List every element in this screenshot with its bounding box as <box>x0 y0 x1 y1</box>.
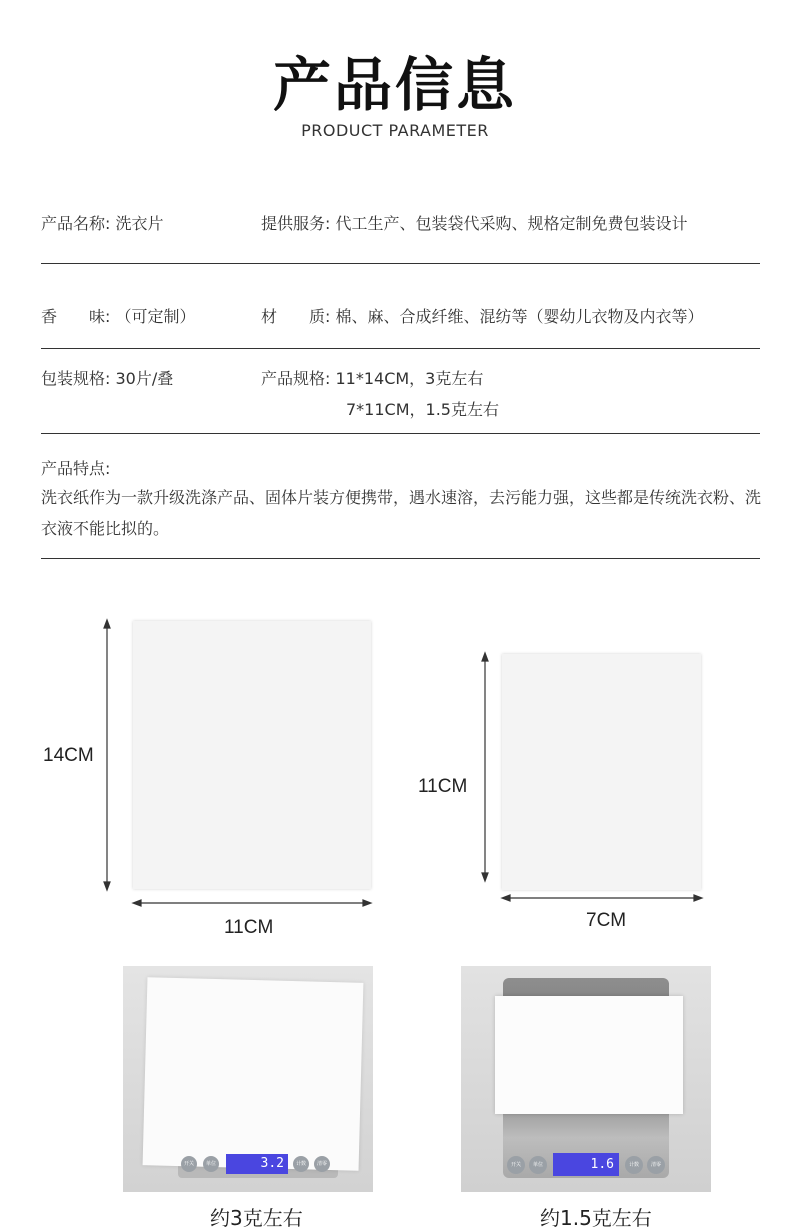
scale-photo-small <box>461 966 711 1192</box>
scale-photo-large <box>123 966 373 1192</box>
param-scent: 香 味: （可定制） <box>41 307 196 326</box>
scale-unit-button: 单位 <box>529 1156 547 1174</box>
scale-tare-button: 清零 <box>314 1156 330 1172</box>
small-height-label: 11CM <box>418 776 468 797</box>
scale-power-button: 开关 <box>507 1156 525 1174</box>
param-spec-line-1: 产品规格: 11*14CM，3克左右 <box>261 369 484 388</box>
param-packing: 包装规格: 30片/叠 <box>41 369 174 388</box>
param-material: 材 质: 棉、麻、合成纤维、混纺等（婴幼儿衣物及内衣等） <box>261 307 704 326</box>
right-weight-caption: 约1.5克左右 <box>540 1206 652 1230</box>
large-width-label: 11CM <box>224 917 274 938</box>
scale-tare-button: 清零 <box>647 1156 665 1174</box>
scale-count-button: 计数 <box>293 1156 309 1172</box>
small-width-label: 7CM <box>586 910 627 931</box>
scale-power-button: 开关 <box>181 1156 197 1172</box>
scale-count-button: 计数 <box>625 1156 643 1174</box>
page-subtitle: PRODUCT PARAMETER <box>301 121 489 140</box>
features-body: 洗衣纸作为一款升级洗涤产品、固体片装方便携带，遇水速溶，去污能力强，这些都是传统洗衣粉、洗衣液不能比拟的。 <box>41 488 762 538</box>
large-height-label: 14CM <box>43 745 94 766</box>
detergent-sheet <box>143 977 364 1171</box>
detergent-sheet <box>495 996 683 1114</box>
scale-display: 3.2 <box>226 1154 288 1174</box>
scale-display: 1.6 <box>553 1153 619 1176</box>
scale-unit-button: 单位 <box>203 1156 219 1172</box>
page-title: 产品信息 <box>272 51 517 119</box>
left-weight-caption: 约3克左右 <box>210 1206 303 1230</box>
param-service: 提供服务: 代工生产、包装袋代采购、规格定制免费包装设计 <box>261 214 688 233</box>
features-heading: 产品特点: <box>41 459 111 478</box>
param-product-name: 产品名称: 洗衣片 <box>41 214 164 233</box>
param-spec-line-2: 7*11CM，1.5克左右 <box>346 400 499 419</box>
